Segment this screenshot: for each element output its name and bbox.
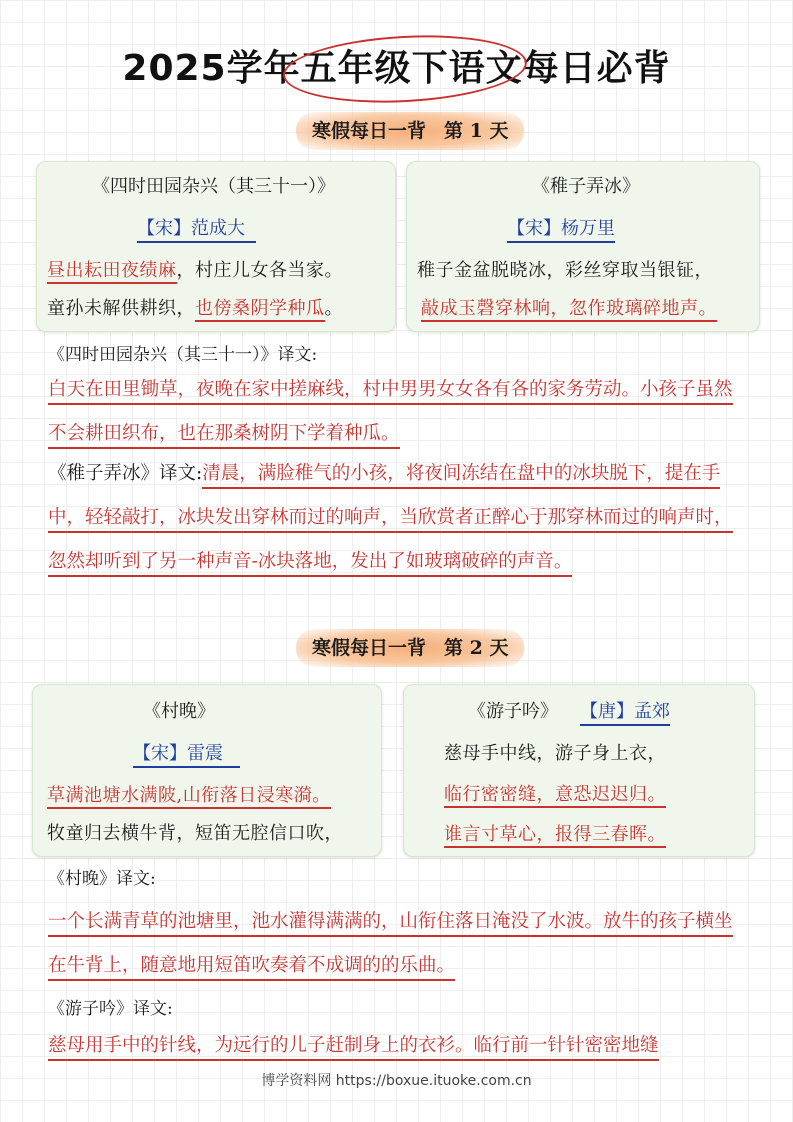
poem-title: 《四时田园杂兴（其三十一）》	[92, 176, 335, 197]
poem-line-2-highlight: 也傍桑阴学种瓜	[195, 298, 325, 322]
poem-title: 《村晚》	[143, 701, 215, 722]
translation-text	[48, 1024, 748, 1068]
translation-text	[48, 368, 748, 456]
poem-line-2	[47, 294, 343, 320]
poem-line-1: 慈母手中线，游子身上衣，	[444, 743, 666, 764]
poem-title: 《稚子弄冰》	[532, 176, 640, 197]
poem-line-2	[421, 294, 717, 320]
translation-text	[48, 900, 748, 988]
author-name: 杨万里	[561, 218, 615, 239]
translation-text-content: 白天在田里锄草，夜晚在家中搓麻线，村中男男女女各有各的家务劳动。小孩子虽然不会耕田织布，也在那桑树阴下学着种瓜。	[48, 379, 733, 449]
translation-text-content: 清晨，满脸稚气的小孩，将夜间冻结在盘中的冰块脱下，提在手中，轻轻敲打，冰块发出穿林而过的响声，当欣赏者正醉心于那穿林而过的响声时，忽然却听到了另一种声音-冰块落地，发出了如玻璃破碎的声音。	[48, 463, 733, 577]
poem-line-2-start: 童孙未解供耕织，	[47, 298, 195, 319]
poem-title: 《游子吟》	[468, 701, 558, 722]
poem-line-1-highlight: 昼出耘田夜绩麻	[47, 260, 177, 284]
author-dynasty: 【唐】	[580, 701, 634, 722]
poem-card-cunwan	[32, 684, 382, 857]
day-2-badge-number: 第 2 天	[444, 637, 509, 659]
translation-label: 《村晚》译文:	[48, 869, 156, 889]
translation-label: 《稚子弄冰》译文:	[48, 463, 203, 484]
footer-watermark[interactable]: 博学资料网 https://boxue.ituoke.com.cn	[261, 1073, 532, 1089]
poem-card-youziyin	[403, 684, 755, 857]
poem-line-1-highlight: 草满池塘水满陂,山衔落日浸寒漪。	[47, 785, 331, 809]
translation-block-zhizi	[48, 452, 748, 584]
poem-line-2	[444, 780, 666, 806]
poem-line-1-rest: ，村庄儿女各当家。	[176, 260, 343, 281]
poem-line-3	[444, 820, 666, 846]
day-2-badge	[296, 629, 524, 667]
translation-text-content: 一个长满青草的池塘里，池水灌得满满的，山衔住落日淹没了水波。放牛的孩子横坐在牛背上，随意地用短笛吹奏着不成调的的乐曲。	[48, 911, 733, 981]
author-dynasty: 【宋】	[137, 218, 191, 239]
day-2-badge-label: 寒假每日一背	[312, 637, 427, 659]
translation-text-content: 慈母用手中的针线，为远行的儿子赶制身上的衣衫。临行前一针针密密地缝	[48, 1035, 659, 1061]
poem-author	[580, 697, 670, 723]
poem-author	[133, 739, 240, 765]
poem-author	[137, 214, 256, 240]
author-name: 孟郊	[634, 701, 670, 722]
poem-line-1: 稚子金盆脱晓冰，彩丝穿取当银钲，	[417, 260, 713, 281]
author-dynasty: 【宋】	[133, 743, 187, 764]
poem-card-zhizi	[406, 161, 760, 332]
author-name: 范成大	[191, 218, 245, 239]
day-1-badge-label: 寒假每日一背	[312, 120, 427, 142]
poem-line-2-end: 。	[324, 298, 343, 319]
poem-author	[507, 214, 615, 240]
poem-line-1	[47, 781, 331, 807]
translation-label: 《游子吟》译文:	[48, 999, 173, 1019]
poem-card-sishi	[36, 161, 396, 332]
poem-line-2-highlight: 临行密密缝，意恐迟迟归。	[444, 784, 666, 808]
poem-line-1	[47, 256, 343, 282]
author-dynasty: 【宋】	[507, 218, 561, 239]
poem-line-3-highlight: 谁言寸草心，报得三春晖。	[444, 824, 666, 848]
poem-line-2: 牧童归去横牛背，短笛无腔信口吹，	[47, 823, 343, 844]
day-1-badge-number: 第 1 天	[444, 120, 509, 142]
page-title: 2025学年五年级下语文每日必背	[122, 48, 671, 89]
author-name: 雷震	[187, 743, 223, 764]
poem-line-2-highlight: 敲成玉磬穿林响，忽作玻璃碎地声。	[421, 298, 717, 322]
day-1-badge	[296, 112, 524, 150]
translation-label: 《四时田园杂兴（其三十一）》译文:	[48, 345, 318, 365]
